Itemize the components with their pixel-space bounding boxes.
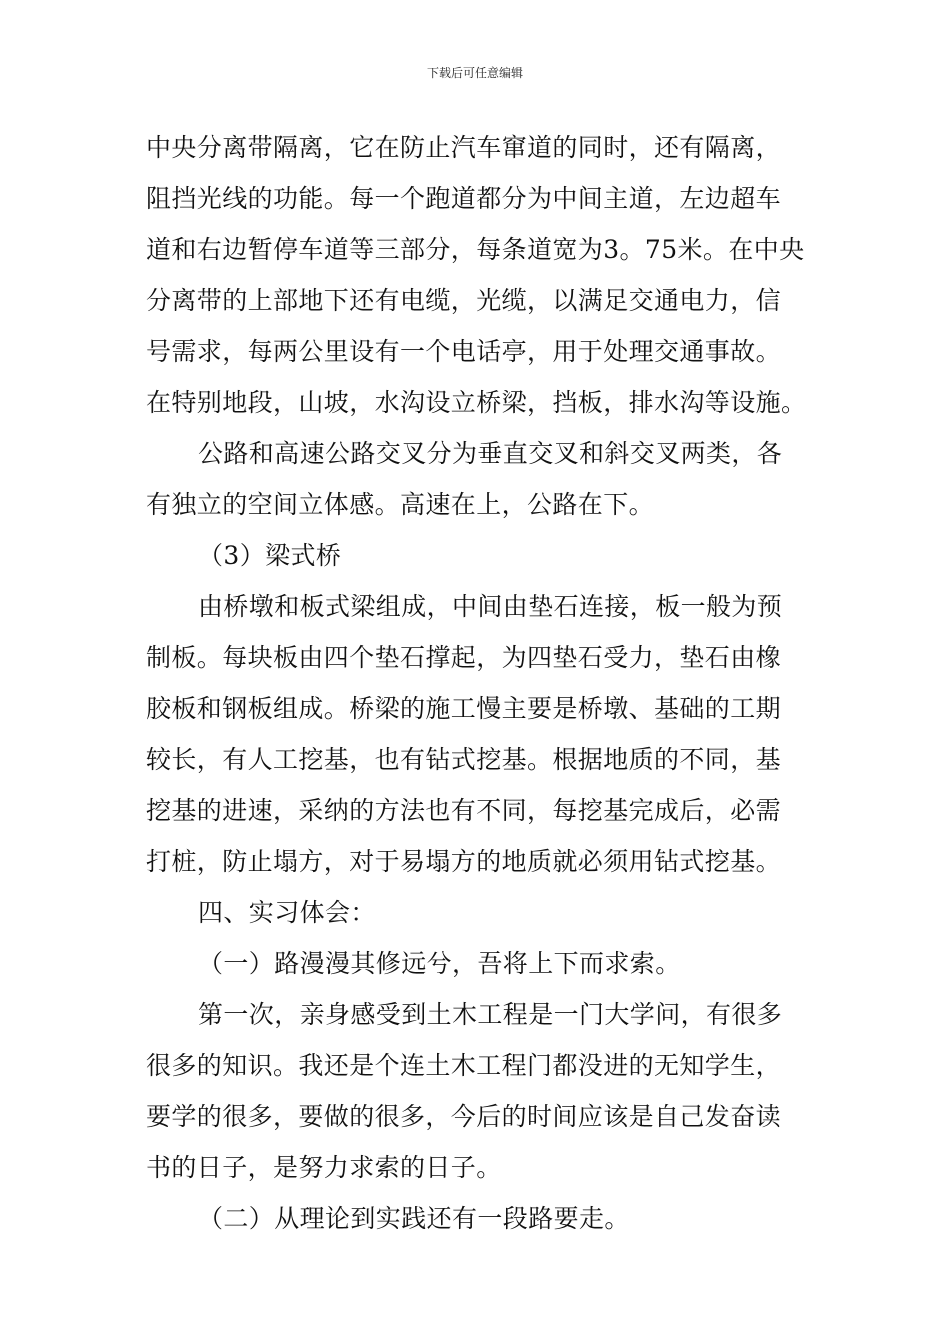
- text-line: 阻挡光线的功能。每一个跑道都分为中间主道，左边超车: [146, 184, 782, 213]
- text-line: 要学的很多，要做的很多，今后的时间应该是自己发奋读: [146, 1102, 782, 1131]
- page-header: 下载后可任意编辑: [426, 66, 523, 80]
- text-line: 挖基的进速，采纳的方法也有不同，每挖基完成后，必需: [146, 796, 782, 825]
- text-line: 道和右边暂停车道等三部分，每条道宽为3。75米。在中央: [146, 235, 805, 264]
- text-line: 胶板和钢板组成。桥梁的施工慢主要是桥墩、基础的工期: [146, 694, 782, 723]
- text-line: 中央分离带隔离，它在防止汽车窜道的同时，还有隔离，: [146, 133, 782, 162]
- text-line: 制板。每块板由四个垫石撑起，为四垫石受力，垫石由橡: [146, 643, 782, 672]
- text-line: 在特别地段，山坡，水沟设立桥梁，挡板，排水沟等设施。: [146, 388, 807, 417]
- text-line: 有独立的空间立体感。高速在上，公路在下。: [146, 490, 655, 519]
- section-heading: 四、实习体会：: [198, 898, 376, 927]
- paragraph-start-line: 第一次，亲身感受到土木工程是一门大学问，有很多: [198, 1000, 783, 1029]
- text-line: 书的日子，是努力求索的日子。: [146, 1153, 502, 1182]
- section-heading: （3）梁式桥: [198, 541, 342, 570]
- text-line: 打桩，防止塌方，对于易塌方的地质就必须用钻式挖基。: [146, 847, 782, 876]
- document-body: [146, 122, 808, 1244]
- paragraph-start-line: 由桥墩和板式梁组成，中间由垫石连接，板一般为预: [198, 592, 783, 621]
- paragraph-start-line: 公路和高速公路交叉分为垂直交叉和斜交叉两类，各: [198, 439, 783, 468]
- text-line: 分离带的上部地下还有电缆，光缆，以满足交通电力，信: [146, 286, 782, 315]
- subsection-heading: （二）从理论到实践还有一段路要走。: [198, 1204, 630, 1233]
- text-line: 很多的知识。我还是个连土木工程门都没进的无知学生，: [146, 1051, 782, 1080]
- text-line: 号需求，每两公里设有一个电话亭，用于处理交通事故。: [146, 337, 782, 366]
- subsection-heading: （一）路漫漫其修远兮，吾将上下而求索。: [198, 949, 681, 978]
- text-line: 较长，有人工挖基，也有钻式挖基。根据地质的不同，基: [146, 745, 782, 774]
